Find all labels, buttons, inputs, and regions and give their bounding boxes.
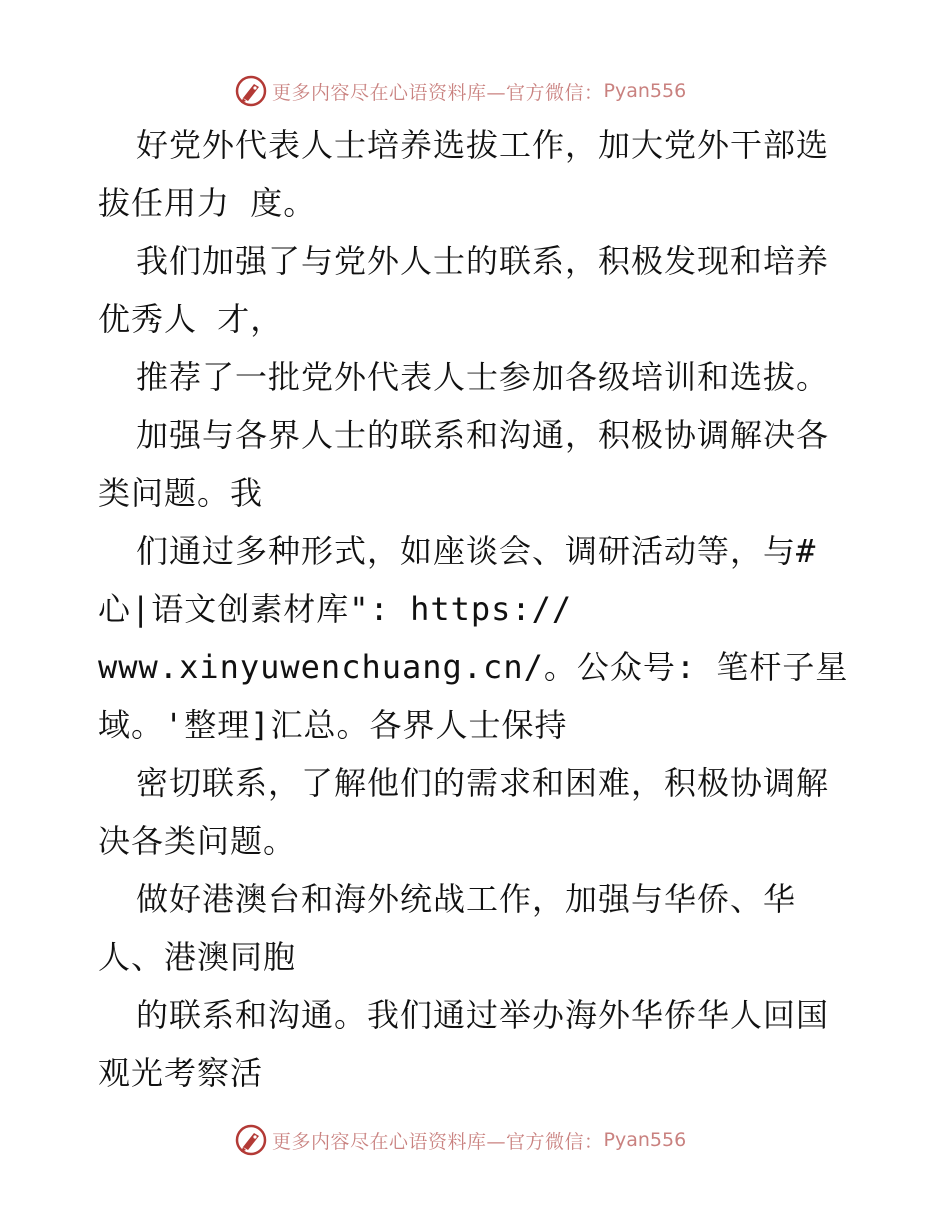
watermark-text: 更多内容尽在心语资料库—官方微信： bbox=[272, 81, 604, 104]
text-line: 人、港澳同胞 bbox=[98, 938, 297, 976]
text-line: www.xinyuwenchuang.cn/。公众号: 笔杆子星 bbox=[98, 648, 849, 686]
text-line: 心|语文创素材库": https:// bbox=[98, 590, 573, 628]
text-line: 拔任用力 度。 bbox=[98, 184, 317, 222]
text-line: 密切联系，了解他们的需求和困难，积极协调解 bbox=[136, 764, 830, 802]
text-line: 优秀人 才， bbox=[98, 300, 284, 338]
footer-watermark bbox=[234, 1122, 686, 1158]
text-line: 做好港澳台和海外统战工作，加强与华侨、华 bbox=[136, 880, 797, 918]
text-line: 加强与各界人士的联系和沟通，积极协调解决各 bbox=[136, 416, 830, 454]
pen-nib-logo-icon bbox=[234, 1123, 268, 1157]
text-line: 域。'整理]汇总。各界人士保持 bbox=[98, 706, 568, 744]
body-text bbox=[98, 116, 858, 1102]
text-line: 我们加强了与党外人士的联系，积极发现和培养 bbox=[136, 242, 830, 280]
text-line: 的联系和沟通。我们通过举办海外华侨华人回国 bbox=[136, 996, 830, 1034]
text-line: 观光考察活 bbox=[98, 1054, 264, 1092]
text-line: 类问题。我 bbox=[98, 474, 264, 512]
header-watermark bbox=[234, 73, 686, 109]
text-line: 推荐了一批党外代表人士参加各级培训和选拔。 bbox=[136, 358, 830, 396]
pen-nib-logo-icon bbox=[234, 74, 268, 108]
watermark-text: 更多内容尽在心语资料库—官方微信： bbox=[272, 1130, 604, 1153]
watermark-wechat-id: Pyan556 bbox=[603, 80, 687, 102]
text-line: 决各类问题。 bbox=[98, 822, 297, 860]
text-line: 们通过多种形式，如座谈会、调研活动等，与# bbox=[136, 532, 817, 570]
text-line: 好党外代表人士培养选拔工作，加大党外干部选 bbox=[136, 126, 830, 164]
watermark-wechat-id: Pyan556 bbox=[603, 1129, 687, 1151]
